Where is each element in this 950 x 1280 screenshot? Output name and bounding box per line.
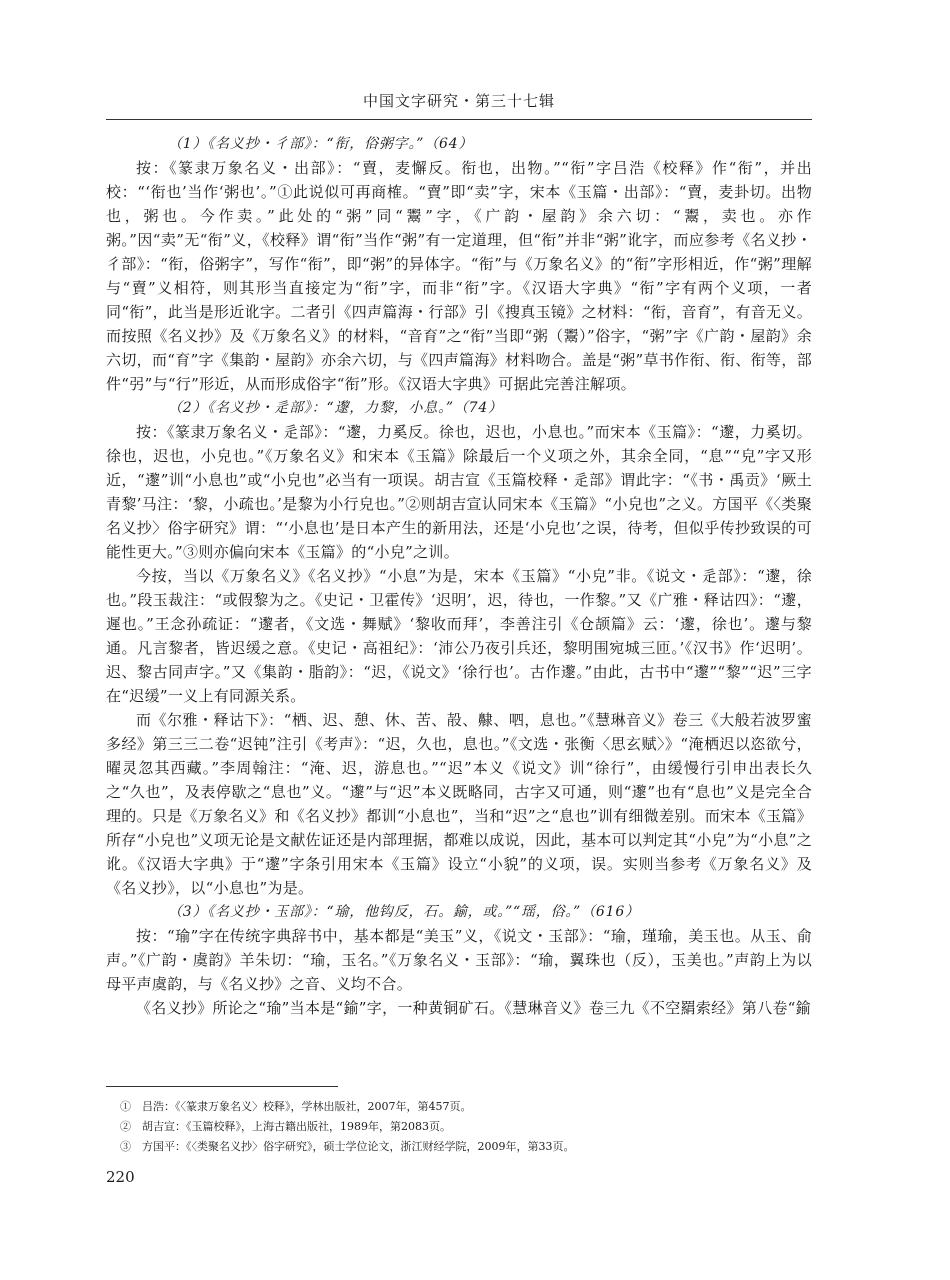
body-paragraph-4: 而《尔雅・释诂下》：“栖、迟、憩、休、苦、㱿、齂、呬，息也。”《慧琳音义》卷三《大般若波罗蜜多经》第三三二卷“迟钝”注引《考声》：“迟，久也，息也。”《文选・张衡〈思玄赋〉》“淹栖迟以恣欲兮，曜灵忽其西藏。”李周翰注：“淹、迟，游息也。”“迟”本义《说文》训“徐行”，由缓慢行引申出表长久之“久也”，及表停歇之“息也”义。“邌”与“迟”本义既略同，古字又可通，则“邌”也有“息也”义是完全合理的。只是《万象名义》和《名义抄》都训“小息也”，当和“迟”之“息也”训有细微差别。而宋本《玉篇》所存“小皃也”义项无论是文献佐证还是内部理据，都难以成说，因此，基本可以判定其“小皃”为“小息”之讹。《汉语大字典》于“邌”字条引用宋本《玉篇》设立“小貌”的义项，误。实则当参考《万象名义》及《名义抄》，以“小息也”为是。: [106, 711, 812, 897]
footnotes: [106, 1097, 812, 1157]
header-rule: [106, 119, 812, 120]
body-paragraph-1: 按：《篆隶万象名义・出部》：“賣，麦懈反。衔也，出物。”“衔”字吕浩《校释》作“衔”，并出校：“‘衔也’当作‘粥也’。”①此说似可再商榷。“賣”即“卖”字，宋本《玉篇・出部》：“賣，麦卦切。出物也，粥也。今作卖。”此处的“粥”同“鬻”字，《广韵・屋韵》余六切：“鬻，卖也。亦作粥。”因“卖”无“衔”义，《校释》谓“衔”当作“粥”有一定道理，但“衔”并非“粥”讹字，而应参考《名义抄・彳部》：“衔，俗粥字”，写作“衔”，即“粥”的异体字。“衔”与《万象名义》的“衔”字形相近，作“粥”理解与“賣”义相符，则其形当直接定为“衔”字，而非“衔”字。《汉语大字典》“衔”字有两个义项，一者同“衔”，此当是形近讹字。二者引《四声篇海・行部》引《搜真玉镜》之材料：“衔，音育”，有音无义。而按照《名义抄》及《万象名义》的材料，“音育”之“衔”当即“粥（鬻）”俗字，“粥”字《广韵・屋韵》余六切，而“育”字《集韵・屋韵》亦余六切，与《四声篇海》材料吻合。盖是“粥”草书作衔、衔、衔等，部件“弜”与“行”形近，从而形成俗字“衔”形。《汉语大字典》可据此完善注解项。: [106, 159, 812, 393]
page-number: 220: [106, 1168, 135, 1186]
entry-heading-3: （3）《名义抄・玉部》：“瑜，他钩反，石。鍮，或。”“瑶，俗。”（616）: [168, 904, 640, 920]
running-header: 中国文字研究・第三十七辑: [362, 92, 555, 110]
footnote-3: ③ 方国平：《〈类聚名义抄〉俗字研究》，硕士学位论文，浙江财经学院，2009年，第33页。: [120, 1140, 575, 1153]
body-paragraph-5: 按：“瑜”字在传统字典辞书中，基本都是“美玉”义，《说文・玉部》：“瑜，瑾瑜，美玉也。从玉、俞声。”《广韵・虞韵》羊朱切：“瑜，玉名。”《万象名义・玉部》：“瑜，翼珠也（反），玉美也。”声韵上为以母平声虞韵，与《名义抄》之音、义均不合。: [106, 927, 812, 993]
entry-heading-2: （2）《名义抄・辵部》：“邌，力黎，小息。”（74）: [168, 400, 503, 416]
body-paragraph-6: 《名义抄》所论之“瑜”当本是“鍮”字，一种黄铜矿石。《慧琳音义》卷三九《不空羂索经》第八卷“鍮: [136, 999, 811, 1017]
entry-heading-1: （1）《名义抄・彳部》：“衔，俗粥字。”（64）: [168, 136, 474, 152]
footnote-rule: [106, 1086, 338, 1087]
footnote-1: ① 吕浩：《〈篆隶万象名义〉校释》，学林出版社，2007年，第457页。: [120, 1100, 472, 1113]
footnote-2: ② 胡吉宣：《玉篇校释》，上海古籍出版社，1989年，第2083页。: [120, 1120, 451, 1133]
body-paragraph-3: 今按，当以《万象名义》《名义抄》“小息”为是，宋本《玉篇》“小皃”非。《说文・辵部》：“邌，徐也。”段玉裁注：“或假黎为之。《史记・卫霍传》‘迟明’，迟，待也，一作黎。”又《广雅・释诂四》：“邌，遲也。”王念孙疏证：“邌者，《文选・舞赋》‘黎收而拜’，李善注引《仓颉篇》云：‘邌，徐也’。邌与黎通。凡言黎者，皆迟缓之意。《史记・高祖纪》：‘沛公乃夜引兵还，黎明围宛城三匝。’《汉书》作‘迟明’。迟、黎古同声字。”又《集韵・脂韵》：“迟，《说文》‘徐行也’。古作邌。”由此，古书中“邌”“黎”“迟”三字在“迟缓”一义上有同源关系。: [106, 567, 812, 705]
main-text: [106, 132, 812, 1020]
body-paragraph-2: 按：《篆隶万象名义・辵部》：“邌，力奚反。徐也，迟也，小息也。”而宋本《玉篇》：“邌，力奚切。徐也，迟也，小皃也。”《万象名义》和宋本《玉篇》除最后一个义项之外，其余全同，“息”“皃”字又形近，“邌”训“小息也”或“小皃也”必当有一项误。胡吉宣《玉篇校释・辵部》谓此字：“《书・禹贡》‘厥土青黎’马注：‘黎，小疏也。’是黎为小行皃也。”②则胡吉宣认同宋本《玉篇》“小皃也”之义。方国平《〈类聚名义抄〉俗字研究》谓：“‘小息也’是日本产生的新用法，还是‘小皃也’之误，待考，但似乎传抄致误的可能性更大。”③则亦偏向宋本《玉篇》的“小皃”之训。: [106, 423, 812, 561]
